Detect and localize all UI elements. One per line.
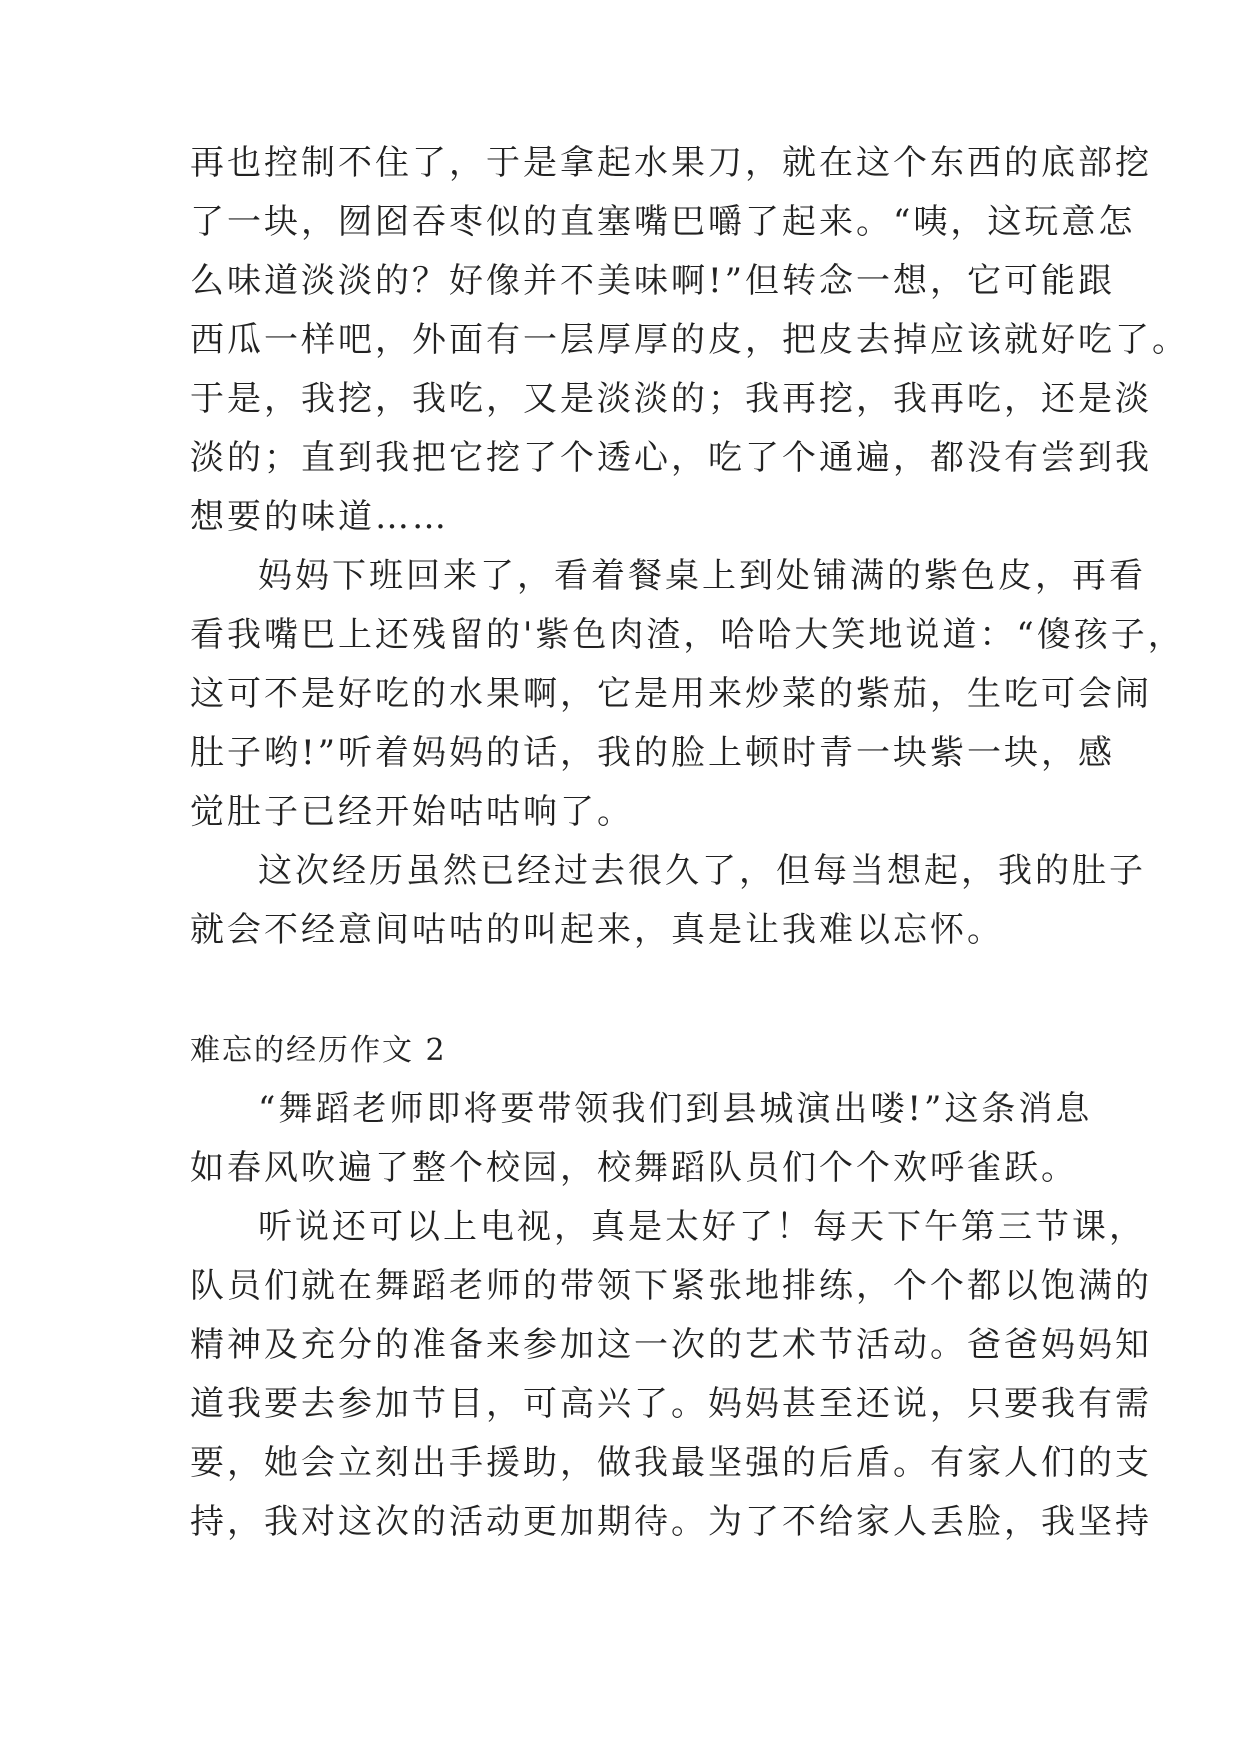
text-line: 如春风吹遍了整个校园，校舞蹈队员们个个欢呼雀跃。: [190, 1148, 1078, 1188]
text-line: 队员们就在舞蹈老师的带领下紧张地排练，个个都以饱满的: [190, 1266, 1152, 1306]
paragraph: [190, 547, 1185, 842]
paragraph: [190, 134, 1189, 547]
text-line: 要，她会立刻出手援助，做我最坚强的后盾。有家人们的支: [190, 1443, 1152, 1483]
section-title: 难忘的经历作文 2: [190, 1033, 447, 1068]
text-line: 听说还可以上电视，真是太好了！每天下午第三节课，: [258, 1207, 1146, 1247]
text-line: 持，我对这次的活动更加期待。为了不给家人丢脸，我坚持: [190, 1502, 1152, 1542]
text-line: 精神及充分的准备来参加这一次的艺术节活动。爸爸妈妈知: [190, 1325, 1152, 1365]
text-line: 肚子哟!”听着妈妈的话，我的脸上顿时青一块紫一块，感: [190, 733, 1116, 773]
text-line: 西瓜一样吧，外面有一层厚厚的皮，把皮去掉应该就好吃了。: [190, 320, 1189, 360]
paragraph: [190, 1080, 1093, 1198]
text-line: 再也控制不住了，于是拿起水果刀，就在这个东西的底部挖: [190, 143, 1152, 183]
document-page: [190, 134, 1189, 1552]
text-line: 看我嘴巴上还残留的'紫色肉渣，哈哈大笑地说道：“傻孩子，: [190, 615, 1185, 655]
text-line: 这次经历虽然已经过去很久了，但每当想起，我的肚子: [258, 851, 1146, 891]
text-line: 觉肚子已经开始咕咕响了。: [190, 792, 634, 832]
paragraph: [190, 1198, 1152, 1552]
text-line: “舞蹈老师即将要带领我们到县城演出喽!”这条消息: [258, 1089, 1093, 1129]
text-line: 于是，我挖，我吃，又是淡淡的；我再挖，我再吃，还是淡: [190, 379, 1152, 419]
text-line: 么味道淡淡的？好像并不美味啊!”但转念一想，它可能跟: [190, 261, 1116, 301]
paragraph: [190, 842, 1146, 960]
text-line: 道我要去参加节目，可高兴了。妈妈甚至还说，只要我有需: [190, 1384, 1152, 1424]
text-line: 想要的味道……: [190, 497, 449, 537]
text-line: 妈妈下班回来了，看着餐桌上到处铺满的紫色皮，再看: [258, 556, 1146, 596]
text-line: 这可不是好吃的水果啊，它是用来炒菜的紫茄，生吃可会闹: [190, 674, 1152, 714]
text-line: 淡的；直到我把它挖了个透心，吃了个通遍，都没有尝到我: [190, 438, 1152, 478]
text-line: 了一块，囫囵吞枣似的直塞嘴巴嚼了起来。“咦，这玩意怎: [190, 202, 1136, 242]
text-line: 就会不经意间咕咕的叫起来，真是让我难以忘怀。: [190, 910, 1004, 950]
